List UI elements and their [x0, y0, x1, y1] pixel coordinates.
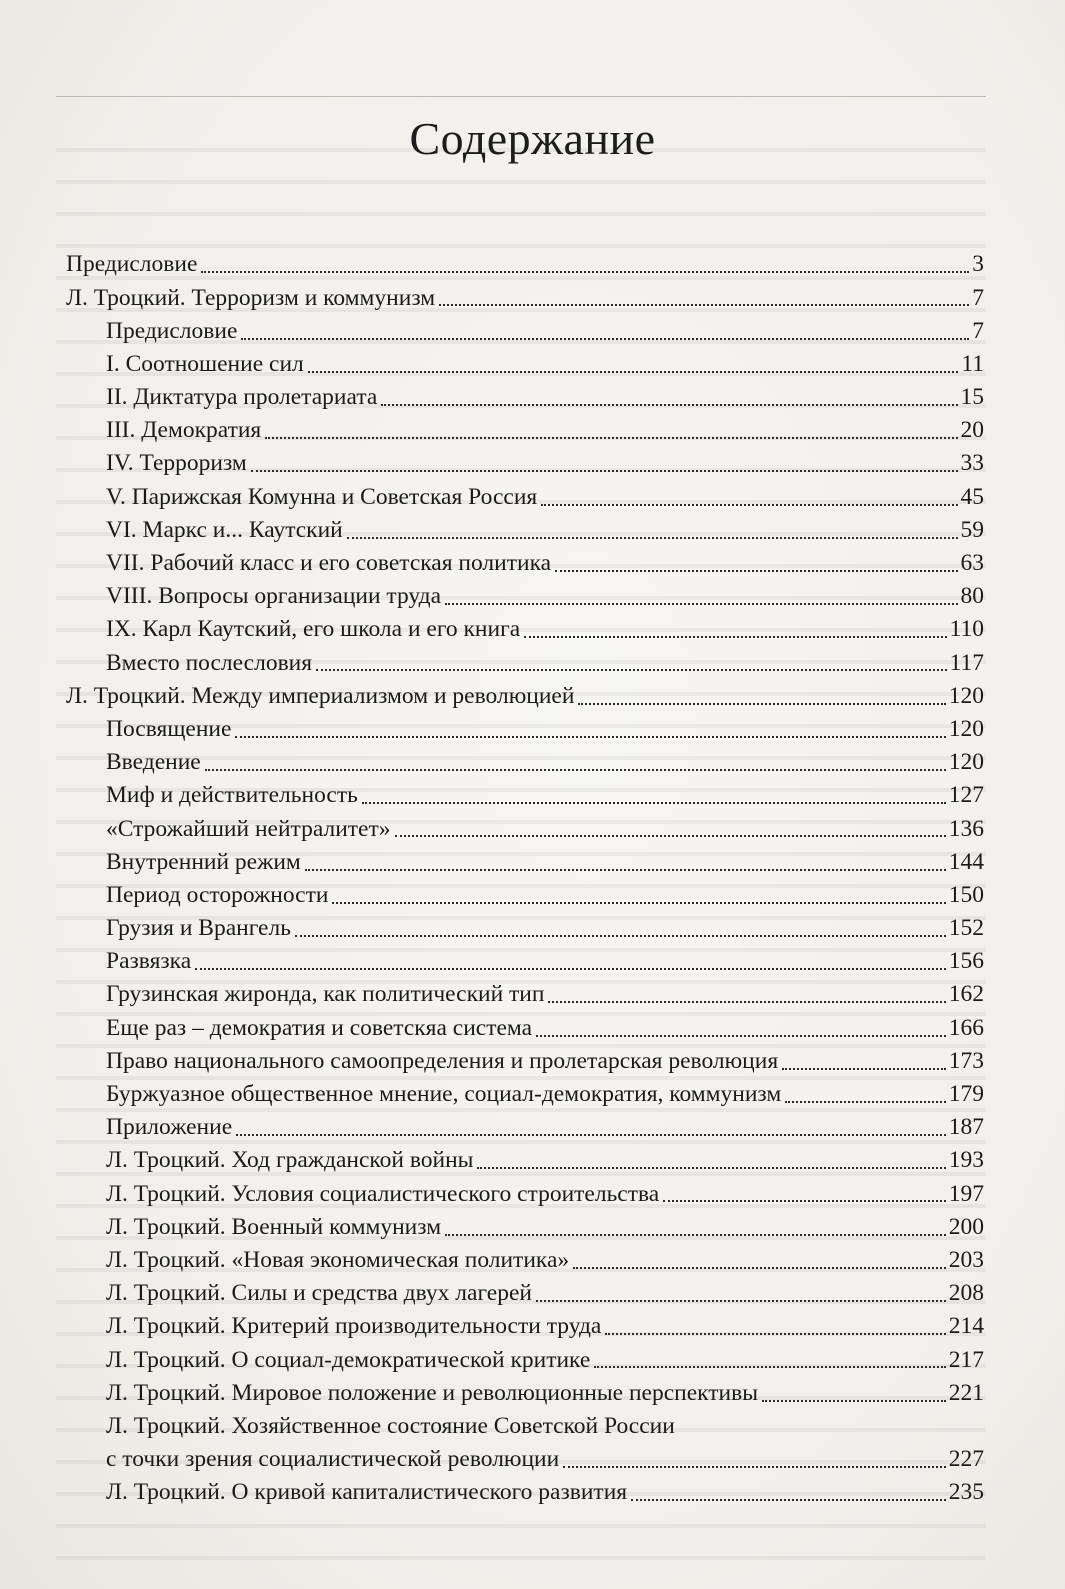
dot-leader — [316, 669, 947, 671]
toc-entry — [66, 411, 984, 444]
toc-entry — [66, 1307, 984, 1340]
toc-entry — [66, 809, 984, 842]
toc-entry-page-number: 227 — [948, 1446, 984, 1473]
toc-entry — [66, 1008, 984, 1041]
toc-entry-page-number: 63 — [960, 550, 984, 577]
toc-entry-page-number: 235 — [948, 1479, 984, 1506]
toc-entry-page-number: 152 — [948, 915, 984, 942]
toc-entry-title: Грузинская жиронда, как политический тип — [106, 981, 545, 1008]
toc-entry — [66, 1241, 984, 1274]
dot-leader — [524, 636, 946, 638]
page-title: Содержание — [409, 113, 656, 164]
toc-entry-title: Л. Троцкий. Между империализмом и революцией — [66, 682, 575, 709]
toc-entry-title: Буржуазное общественное мнение, социал-демократия, коммунизм — [106, 1081, 782, 1108]
toc-entry-page-number: 221 — [948, 1379, 984, 1406]
toc-entry-page-number: 208 — [948, 1280, 984, 1307]
toc-entry — [66, 876, 984, 909]
toc-entry-page-number: 179 — [948, 1081, 984, 1108]
dot-leader — [555, 570, 957, 572]
toc-entry-title: Л. Троцкий. О социал-демократической критике — [106, 1346, 591, 1373]
toc-entry — [66, 676, 984, 709]
toc-entry-page-number: 203 — [948, 1246, 984, 1273]
dot-leader — [563, 1466, 946, 1468]
dot-leader — [631, 1499, 946, 1501]
toc-entry-title: Л. Троцкий. Мировое положение и революционные перспективы — [106, 1379, 758, 1406]
dot-leader — [205, 769, 946, 771]
toc-entry-page-number: 15 — [960, 384, 984, 411]
toc-entry-page-number: 217 — [948, 1346, 984, 1373]
toc-entry — [66, 577, 984, 610]
dot-leader — [195, 968, 946, 970]
dot-leader — [362, 802, 946, 804]
toc-entry-title: Вместо послесловия — [106, 649, 313, 676]
toc-entry — [66, 1042, 984, 1075]
dot-leader — [477, 1167, 945, 1169]
dot-leader — [578, 703, 945, 705]
dot-leader — [265, 437, 957, 439]
toc-entry — [66, 1407, 984, 1440]
dot-leader — [235, 736, 945, 738]
table-of-contents — [66, 245, 984, 1506]
toc-entry — [66, 1141, 984, 1174]
toc-entry-title: Л. Троцкий. Хозяйственное состояние Советской России — [106, 1412, 675, 1439]
toc-entry-title: Развязка — [106, 948, 192, 975]
toc-entry — [66, 1108, 984, 1141]
toc-entry-page-number: 197 — [948, 1180, 984, 1207]
toc-entry-title: Л. Троцкий. Военный коммунизм — [106, 1213, 442, 1240]
toc-entry-title: Л. Троцкий. Силы и средства двух лагерей — [106, 1280, 532, 1307]
toc-entry-page-number: 80 — [960, 583, 984, 610]
dot-leader — [548, 1001, 945, 1003]
toc-entry — [66, 643, 984, 676]
toc-entry-page-number: 150 — [948, 881, 984, 908]
toc-entry-page-number: 59 — [960, 516, 984, 543]
toc-entry-title: VIII. Вопросы организации труда — [106, 583, 442, 610]
dot-leader — [381, 404, 957, 406]
toc-entry-title: IV. Терроризм — [106, 450, 247, 477]
toc-entry-title: Л. Троцкий. О кривой капиталистического развития — [106, 1479, 628, 1506]
toc-entry — [66, 477, 984, 510]
toc-entry-page-number: 173 — [948, 1047, 984, 1074]
toc-entry — [66, 444, 984, 477]
dot-leader — [439, 304, 969, 306]
toc-entry-page-number: 7 — [972, 317, 984, 344]
dot-leader — [782, 1068, 946, 1070]
dot-leader — [305, 869, 946, 871]
toc-entry-page-number: 3 — [972, 251, 984, 278]
toc-entry — [66, 1075, 984, 1108]
toc-entry-page-number: 120 — [948, 682, 984, 709]
toc-entry — [66, 1340, 984, 1373]
dot-leader — [236, 1134, 946, 1136]
toc-entry-page-number: 144 — [948, 848, 984, 875]
toc-entry-page-number: 156 — [948, 948, 984, 975]
dot-leader — [295, 935, 946, 937]
toc-entry — [66, 511, 984, 544]
dot-leader — [605, 1333, 945, 1335]
toc-entry-page-number: 120 — [948, 749, 984, 776]
dot-leader — [241, 338, 969, 340]
toc-entry-title: V. Парижская Комунна и Советская Россия — [106, 483, 538, 510]
dot-leader — [201, 271, 969, 273]
toc-entry-title: с точки зрения социалистической революции — [106, 1446, 560, 1473]
dot-leader — [536, 1035, 946, 1037]
toc-entry-title: III. Демократия — [106, 417, 262, 444]
toc-entry — [66, 1174, 984, 1207]
toc-entry-title: Приложение — [106, 1114, 233, 1141]
toc-entry — [66, 975, 984, 1008]
toc-entry-title: VI. Маркс и... Каутский — [106, 516, 343, 543]
dot-leader — [347, 537, 958, 539]
toc-entry-title: Период осторожности — [106, 881, 329, 908]
toc-entry-title: Посвящение — [106, 715, 232, 742]
toc-entry — [66, 245, 984, 278]
toc-entry-title: Предисловие — [106, 317, 238, 344]
toc-entry-page-number: 120 — [948, 715, 984, 742]
toc-entry-title: Введение — [106, 749, 201, 776]
toc-entry — [66, 743, 984, 776]
toc-entry-page-number: 214 — [948, 1313, 984, 1340]
toc-entry-title: Внутренний режим — [106, 848, 301, 875]
toc-entry-page-number: 187 — [948, 1114, 984, 1141]
toc-entry — [66, 610, 984, 643]
toc-entry-title: Л. Троцкий. Условия социалистического строительства — [106, 1180, 660, 1207]
toc-entry — [66, 1373, 984, 1406]
dot-leader — [663, 1200, 946, 1202]
dot-leader — [395, 835, 946, 837]
dot-leader — [785, 1101, 946, 1103]
toc-entry — [66, 710, 984, 743]
toc-entry-title: Л. Троцкий. Критерий производительности труда — [106, 1313, 602, 1340]
toc-entry-title: Л. Троцкий. «Новая экономическая политика» — [106, 1246, 570, 1273]
toc-entry-title: IX. Карл Каутский, его школа и его книга — [106, 616, 521, 643]
toc-entry — [66, 378, 984, 411]
toc-entry-page-number: 162 — [948, 981, 984, 1008]
toc-entry-title: VII. Рабочий класс и его советская политика — [106, 550, 552, 577]
toc-entry-title: Грузия и Врангель — [106, 915, 291, 942]
toc-entry-title: Л. Троцкий. Терроризм и коммунизм — [66, 284, 436, 311]
toc-entry-page-number: 7 — [972, 284, 984, 311]
toc-entry-title: Право национального самоопределения и пролетарская революция — [106, 1047, 779, 1074]
toc-entry-title: II. Диктатура пролетариата — [106, 384, 378, 411]
dot-leader — [573, 1267, 946, 1269]
toc-entry — [66, 544, 984, 577]
toc-entry-page-number: 45 — [960, 483, 984, 510]
toc-entry — [66, 842, 984, 875]
toc-entry-title: Миф и действительность — [106, 782, 358, 809]
dot-leader — [445, 1234, 946, 1236]
toc-entry-page-number: 11 — [961, 350, 984, 377]
toc-entry — [66, 1274, 984, 1307]
toc-entry — [66, 909, 984, 942]
dot-leader — [332, 902, 945, 904]
toc-entry-title: Л. Троцкий. Ход гражданской войны — [106, 1147, 474, 1174]
dot-leader — [308, 371, 959, 373]
toc-entry-page-number: 200 — [948, 1213, 984, 1240]
header-rule — [56, 96, 986, 97]
toc-entry-page-number: 127 — [948, 782, 984, 809]
toc-entry — [66, 1440, 984, 1473]
dot-leader — [594, 1366, 945, 1368]
toc-entry — [66, 776, 984, 809]
dot-leader — [251, 470, 958, 472]
toc-entry-title: Еще раз – демократия и советскяа система — [106, 1014, 533, 1041]
toc-entry-page-number: 20 — [960, 417, 984, 444]
toc-entry-page-number: 193 — [948, 1147, 984, 1174]
toc-entry-page-number: 110 — [949, 616, 984, 643]
toc-entry — [66, 345, 984, 378]
toc-entry — [66, 1473, 984, 1506]
toc-entry — [66, 278, 984, 311]
toc-entry-page-number: 117 — [949, 649, 984, 676]
toc-entry — [66, 942, 984, 975]
toc-entry-title: «Строжайший нейтралитет» — [106, 815, 391, 842]
toc-entry — [66, 311, 984, 344]
toc-entry-page-number: 166 — [948, 1014, 984, 1041]
dot-leader — [762, 1400, 946, 1402]
toc-entry-page-number: 136 — [948, 815, 984, 842]
toc-entry — [66, 1207, 984, 1240]
toc-entry-title: I. Соотношение сил — [106, 350, 304, 377]
dot-leader — [541, 504, 957, 506]
dot-leader — [445, 603, 957, 605]
toc-entry-title: Предисловие — [66, 251, 198, 278]
dot-leader — [536, 1300, 946, 1302]
toc-entry-page-number: 33 — [960, 450, 984, 477]
